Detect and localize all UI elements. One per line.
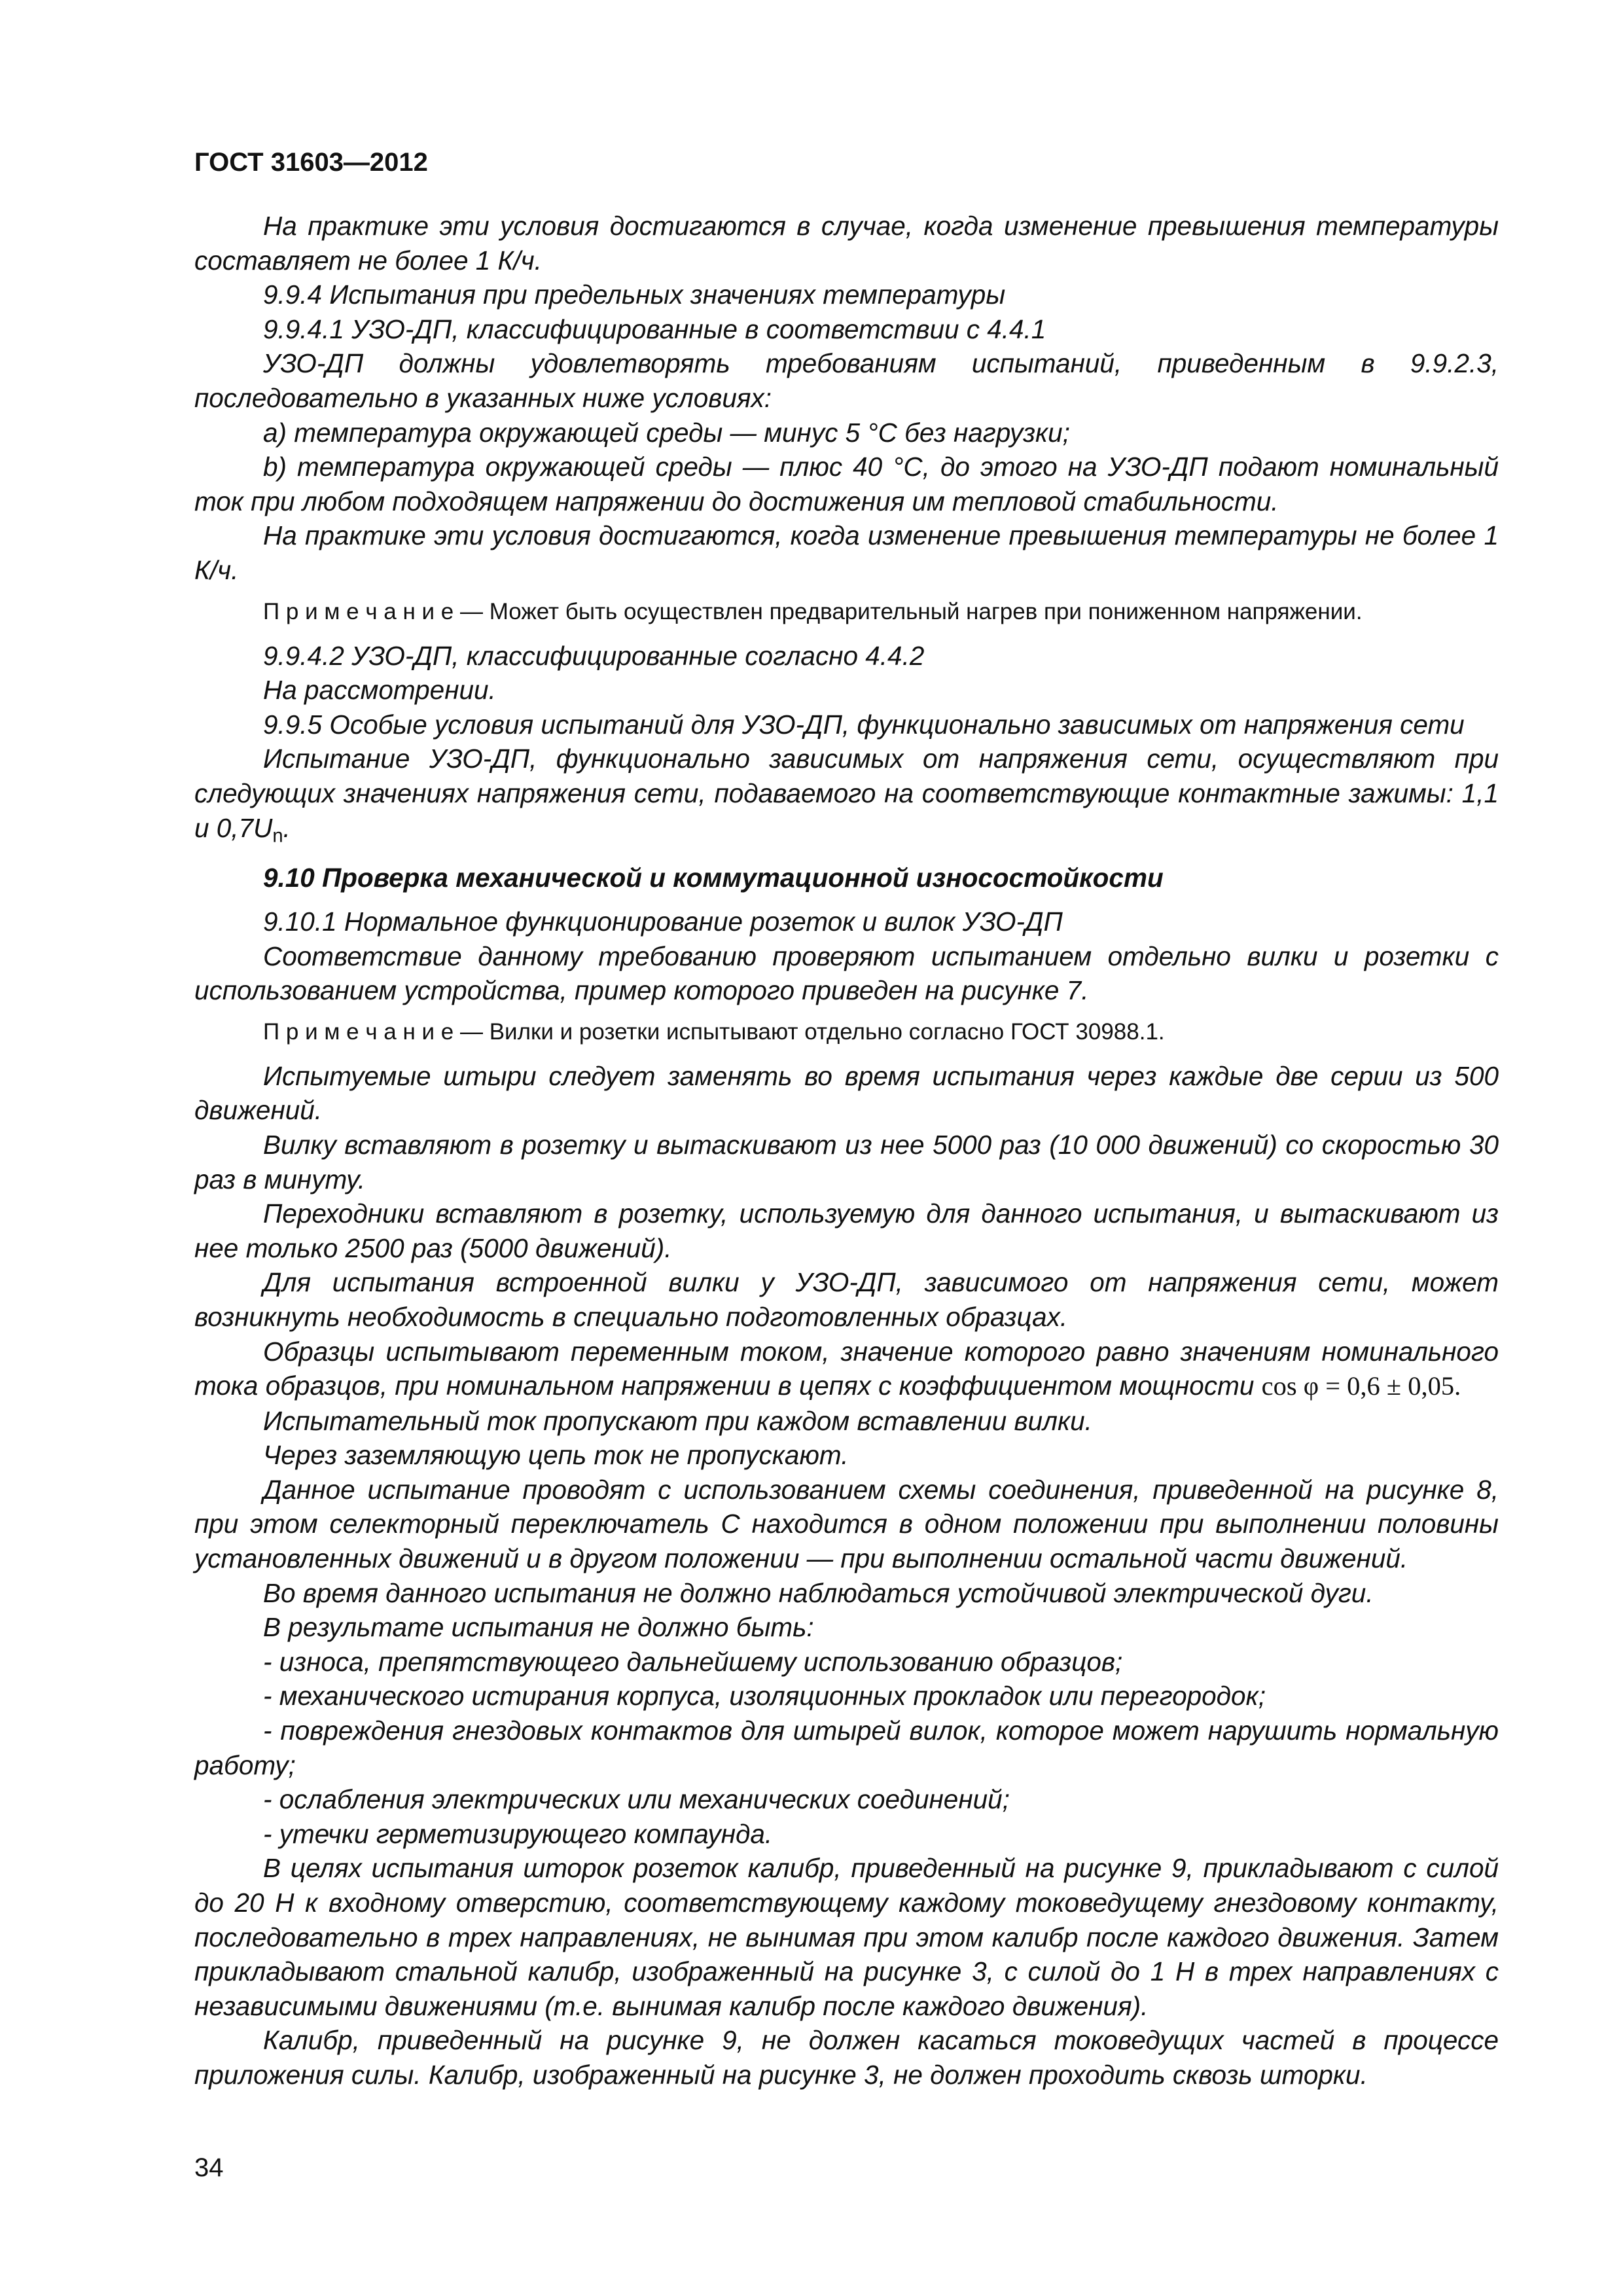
paragraph: На рассмотрении. xyxy=(263,675,496,706)
paragraph xyxy=(194,1335,1499,1404)
subscript: n xyxy=(272,825,283,846)
list-item: - механического истирания корпуса, изоляционных прокладок или перегородок; xyxy=(263,1681,1266,1712)
paragraph: УЗО-ДП должны удовлетворять требованиям испытаний, приведенным в 9.9.2.3, последовательно в указанных ниже условиях: xyxy=(194,348,1499,413)
paragraph: На практике эти условия достигаются, когда изменение превышения температуры не более 1 К/ч. xyxy=(194,520,1499,585)
paragraph: Переходники вставляют в розетку, используемую для данного испытания, и вытаскивают из нее только 2500 раз (5000 движений). xyxy=(194,1198,1499,1263)
paragraph: Для испытания встроенной вилки у УЗО-ДП, зависимого от напряжения сети, может возникнуть необходимость в специально подготовленных образцах. xyxy=(194,1267,1499,1332)
paragraph: Соответствие данному требованию проверяют испытанием отдельно вилки и розетки с использованием устройства, пример которого приведен на рисунке 7. xyxy=(194,941,1499,1006)
list-item: b) температура окружающей среды — плюс 40 °С, до этого на УЗО-ДП подают номинальный ток при любом подходящем напряжении до достижения им тепловой стабильности. xyxy=(194,452,1499,516)
formula: cos φ = 0,6 ± 0,05. xyxy=(1261,1371,1461,1401)
paragraph-text: Испытание УЗО-ДП, функционально зависимых от напряжения сети, осуществляют при следующих значениях напряжения сети, подаваемого на соответствующие контактные зажимы: 1,1 и 0,7U xyxy=(194,744,1499,843)
paragraph: Испытуемые штыри следует заменять во время испытания через каждые две серии из 500 движений. xyxy=(194,1060,1499,1126)
paragraph: В результате испытания не должно быть: xyxy=(263,1612,814,1643)
clause-title: 9.9.4.1 УЗО-ДП, классифицированные в соответствии с 4.4.1 xyxy=(263,314,1046,344)
list-item: - ослабления электрических или механических соединений; xyxy=(263,1784,1010,1815)
clause-title: 9.9.5 Особые условия испытаний для УЗО-ДП, функционально зависимых от напряжения сети xyxy=(263,709,1465,740)
clause-title: 9.10.1 Нормальное функционирование розеток и вилок УЗО-ДП xyxy=(263,906,1063,937)
clause-title: 9.9.4.2 УЗО-ДП, классифицированные согласно 4.4.2 xyxy=(263,640,925,671)
paragraph: Испытательный ток пропускают при каждом вставлении вилки. xyxy=(263,1405,1092,1436)
note: П р и м е ч а н и е — Может быть осуществлен предварительный нагрев при пониженном напряжении. xyxy=(263,598,1363,624)
section-heading: 9.10 Проверка механической и коммутационной износостойкости xyxy=(263,863,1164,893)
list-item: a) температура окружающей среды — минус 5 °С без нагрузки; xyxy=(263,417,1070,448)
list-item: - утечки герметизирующего компаунда. xyxy=(263,1818,773,1849)
paragraph: В целях испытания шторок розеток калибр, приведенный на рисунке 9, прикладывают с силой до 20 Н к входному отверстию, соответствующему каждому токоведущему гнездовому контакту, последовательно в трех направлениях, не вынимая при этом калибр после каждого движения. Затем прикладывают стальной калибр, изображенный на рисунке 3, с силой до 1 Н в трех направлениях с независимыми движениями (т.е. вынимая калибр после каждого движения). xyxy=(194,1853,1499,2021)
paragraph: Калибр, приведенный на рисунке 9, не должен касаться токоведущих частей в процессе приложения силы. Калибр, изображенный на рисунке 3, не должен проходить сквозь шторки. xyxy=(194,2025,1499,2090)
paragraph: На практике эти условия достигаются в случае, когда изменение превышения температуры составляет не более 1 К/ч. xyxy=(194,211,1499,276)
list-item: - износа, препятствующего дальнейшему использованию образцов; xyxy=(263,1646,1123,1677)
paragraph: Через заземляющую цепь ток не пропускают. xyxy=(263,1440,849,1471)
list-item: - повреждения гнездовых контактов для штырей вилок, которое может нарушить нормальную работу; xyxy=(194,1715,1499,1780)
note: П р и м е ч а н и е — Вилки и розетки испытывают отдельно согласно ГОСТ 30988.1. xyxy=(263,1018,1165,1045)
paragraph-end: . xyxy=(283,812,291,843)
paragraph: Данное испытание проводят с использованием схемы соединения, приведенной на рисунке 8, при этом селекторный переключатель С находится в одном положении при выполнении половины установленных движений и в другом положении — при выполнении остальной части движений. xyxy=(194,1474,1499,1574)
document-body xyxy=(194,209,1499,2092)
paragraph: Вилку вставляют в розетку и вытаскивают из нее 5000 раз (10 000 движений) со скоростью 30 раз в минуту. xyxy=(194,1129,1499,1194)
page-number: 34 xyxy=(194,2153,224,2182)
clause-title: 9.9.4 Испытания при предельных значениях температуры xyxy=(263,279,1006,310)
document-header: ГОСТ 31603—2012 xyxy=(194,148,428,177)
paragraph-text: Образцы испытывают переменным током, значение которого равно значениям номинального тока образцов, при номинальном напряжении в цепях с коэффициентом мощности xyxy=(194,1336,1499,1401)
paragraph xyxy=(194,742,1499,853)
paragraph: Во время данного испытания не должно наблюдаться устойчивой электрической дуги. xyxy=(263,1577,1374,1608)
